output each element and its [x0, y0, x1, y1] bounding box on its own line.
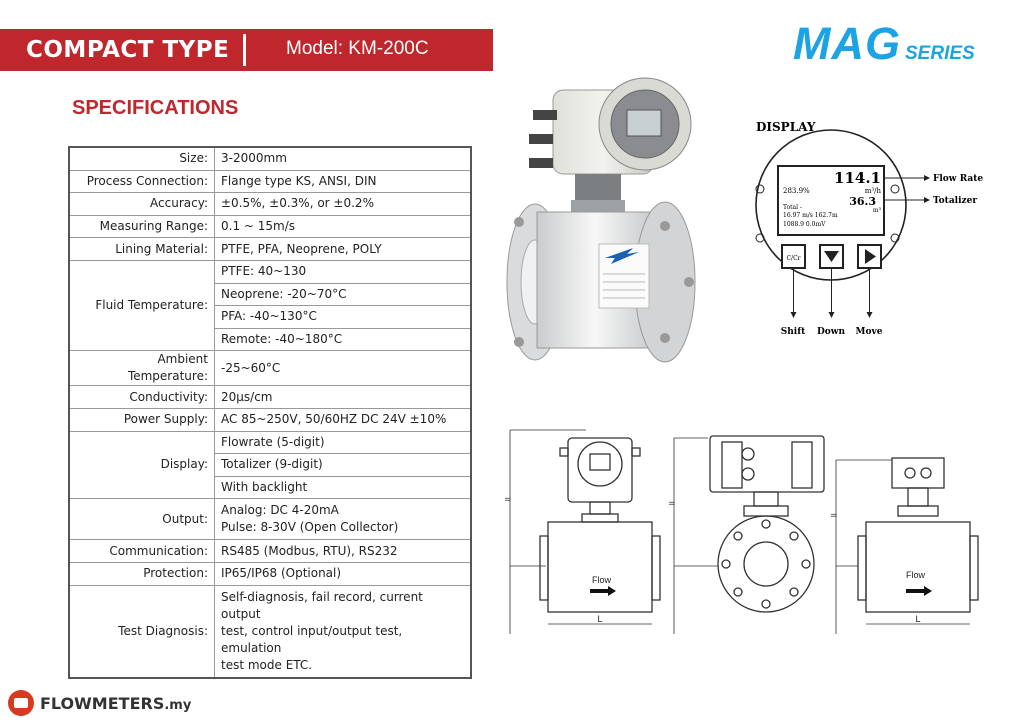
table-row [69, 147, 471, 170]
specifications-title: SPECIFICATIONS [72, 97, 239, 119]
spec-value-line: Pulse: 8-30V (Open Collector) [221, 520, 399, 535]
series-logo [793, 18, 975, 70]
flowmeter-product-image [505, 62, 705, 374]
spec-value: Flowrate (5-digit) [215, 431, 472, 454]
model-label: Model: KM-200C [286, 38, 429, 59]
spec-value: Flange type KS, ANSI, DIN [215, 170, 472, 193]
spec-label: Conductivity: [69, 386, 215, 409]
total-unit: m³ [872, 207, 881, 214]
spec-label: Display: [69, 431, 215, 499]
total-value: 36.3 [849, 195, 876, 208]
spec-value: AC 85~250V, 50/60HZ DC 24V ±10% [215, 408, 472, 431]
display-diagram [738, 110, 988, 346]
specifications-table [68, 146, 472, 679]
spec-value-line: test mode ETC. [221, 657, 313, 672]
total-label: Total - [783, 204, 802, 211]
table-row [69, 238, 471, 261]
table-row [69, 386, 471, 409]
shift-label: Shift [780, 327, 806, 337]
move-label: Move [855, 327, 883, 337]
flow-label-1: Flow [592, 575, 612, 585]
length-label-1: L [597, 614, 603, 624]
spec-value: -25~60°C [215, 351, 472, 386]
series-small: SERIES [905, 43, 975, 64]
flow-unit: m³/h [864, 187, 881, 195]
spec-value-line: Analog: DC 4-20mA [221, 503, 339, 518]
spec-label: Communication: [69, 540, 215, 563]
spec-value: Totalizer (9-digit) [215, 454, 472, 477]
header-banner [0, 29, 493, 71]
series-big: MAG [793, 18, 901, 69]
banner-divider [243, 34, 246, 66]
flow-rate-label: Flow Rate [933, 174, 984, 184]
spec-label: Protection: [69, 562, 215, 585]
spec-value: ±0.5%, ±0.3%, or ±0.2% [215, 193, 472, 216]
spec-value: Neoprene: -20~70°C [215, 283, 472, 306]
spec-value: 20µs/cm [215, 386, 472, 409]
spec-value: PTFE: 40~130 [215, 260, 472, 283]
spec-value-line: Self-diagnosis, fail record, current output [221, 589, 423, 621]
spec-value: RS485 (Modbus, RTU), RS232 [215, 540, 472, 563]
spec-label: Output: [69, 499, 215, 540]
table-row [69, 540, 471, 563]
spec-label: Ambient Temperature: [69, 351, 215, 386]
spec-value: PFA: -40~130°C [215, 306, 472, 329]
table-row [69, 562, 471, 585]
dim-marker: = [504, 495, 512, 505]
spec-label: Process Connection: [69, 170, 215, 193]
table-row [69, 499, 471, 540]
spec-value [215, 585, 472, 678]
screw-icon [891, 185, 899, 193]
down-label: Down [816, 327, 846, 337]
percent-value: 283.9% [783, 187, 810, 195]
spec-label: Measuring Range: [69, 215, 215, 238]
display-diagram-title: DISPLAY [756, 120, 816, 134]
type-label: COMPACT TYPE [26, 37, 230, 63]
spec-label: Power Supply: [69, 408, 215, 431]
table-row [69, 408, 471, 431]
table-row [69, 585, 471, 678]
flow-value: 114.1 [834, 169, 881, 187]
flow-arrow-icon [590, 586, 616, 596]
spec-label: Test Diagnosis: [69, 585, 215, 678]
table-row [69, 193, 471, 216]
brand-logo-icon [8, 690, 34, 716]
footer-brand-name: FLOWMETERS [40, 694, 165, 713]
dim-marker: = [668, 499, 676, 509]
status-line-b: 1088.9 0.0mV [783, 221, 826, 228]
table-row [69, 170, 471, 193]
footer-brand[interactable] [40, 694, 191, 713]
table-row [69, 260, 471, 283]
shift-button-label: C/Cr [786, 255, 801, 262]
footer-domain: .my [164, 698, 192, 713]
spec-label: Lining Material: [69, 238, 215, 261]
spec-label: Size: [69, 147, 215, 170]
spec-value: Remote: -40~180°C [215, 328, 472, 351]
table-row [69, 431, 471, 454]
flow-label-2: Flow [906, 570, 926, 580]
technical-drawings [496, 424, 992, 656]
spec-value: 3-2000mm [215, 147, 472, 170]
table-row [69, 351, 471, 386]
table-row [69, 215, 471, 238]
spec-label: Fluid Temperature: [69, 260, 215, 350]
length-label-2: L [915, 614, 921, 624]
spec-value-line: test, control input/output test, emulation [221, 623, 403, 655]
spec-value: 0.1 ~ 15m/s [215, 215, 472, 238]
dim-marker: = [830, 511, 838, 521]
totalizer-label: Totalizer [933, 196, 978, 206]
status-line-a: 16.97 m/s 162.7m [783, 212, 838, 219]
spec-value: IP65/IP68 (Optional) [215, 562, 472, 585]
spec-value: With backlight [215, 476, 472, 499]
spec-value: PTFE, PFA, Neoprene, POLY [215, 238, 472, 261]
flow-arrow-icon [906, 586, 932, 596]
spec-value [215, 499, 472, 540]
spec-label: Accuracy: [69, 193, 215, 216]
